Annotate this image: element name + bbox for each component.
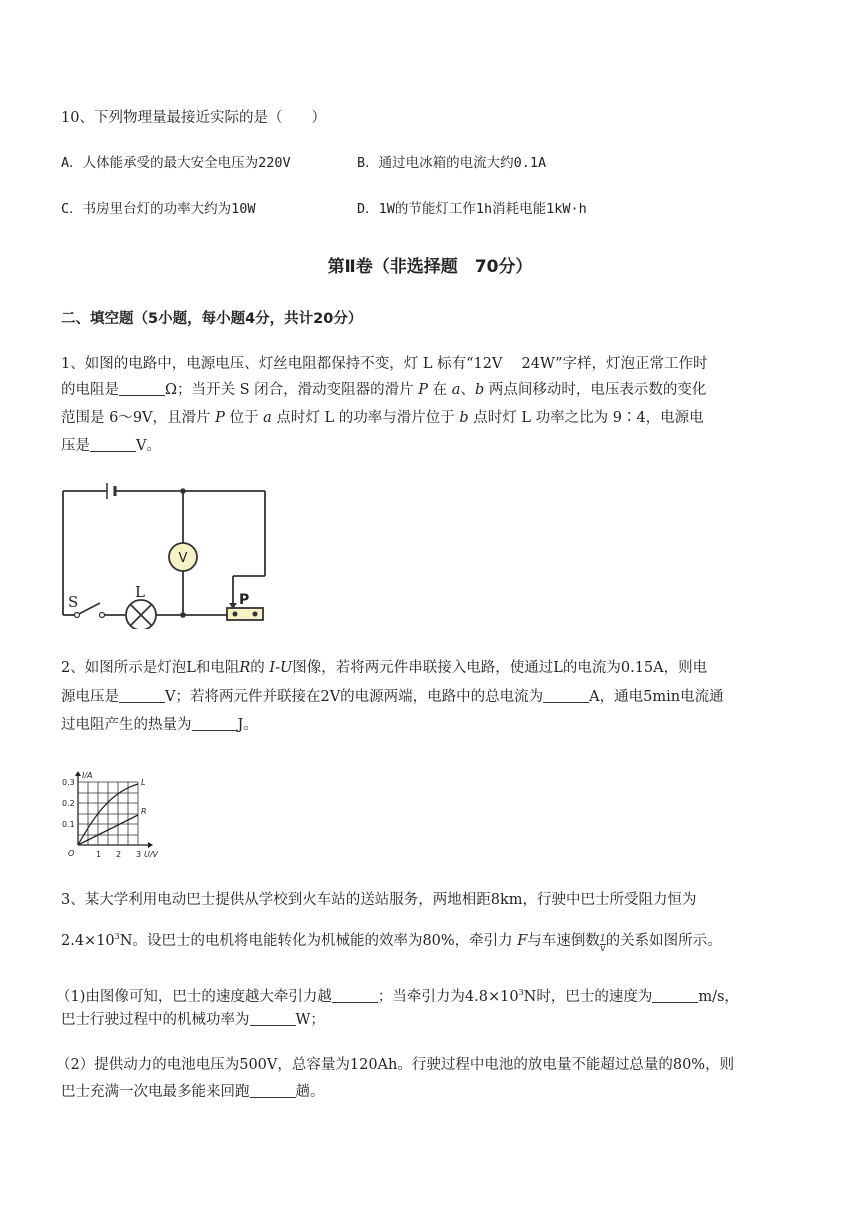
voltmeter-label: V (178, 551, 188, 566)
circuit-diagram (55, 483, 275, 629)
q10-stem: 10、下列物理量最接近实际的是（ ） (61, 110, 326, 126)
q2-line-3: 过电阻产生的热量为 J。 (61, 717, 258, 733)
q3-part2-line-2: 巴士充满一次电最多能来回跑 趟。 (61, 1084, 325, 1100)
graph-curve-l-label: L (141, 778, 146, 787)
q2-line-2: 源电压是 V；若将两元件并联接在2V的电源两端，电路中的总电流为 A，通电5min电流通 (61, 689, 724, 705)
answer-blank-3[interactable] (119, 688, 165, 703)
q3-part1-line-1: （1)由图像可知，巴士的速度越大牵引力越 ；当牵引力为$4.8\times 10^3N$时，巴士的速度为 m/s， (56, 988, 739, 1005)
answer-blank-4[interactable] (543, 688, 589, 703)
answer-blank-5[interactable] (192, 716, 238, 731)
lamp-label: L (135, 583, 145, 601)
graph-ylabel: I/A (82, 771, 93, 780)
q10-option-b: B．通过电冰箱的电流大约0.1A (357, 155, 547, 171)
q1-line-3: 范围是 6～9V，且滑片 P 位于 a 点时灯 L 的功率与滑片位于 b 点时灯 L 功率之比为 9∶4，电源电 (61, 410, 704, 426)
graph-curve-r-label: R (141, 807, 147, 816)
answer-blank-9[interactable] (250, 1083, 296, 1098)
graph-origin: O (68, 849, 75, 858)
graph-xtick-1: 1 (96, 850, 102, 859)
slider-label: P (239, 592, 250, 608)
q1-line-2: 的电阻是 Ω；当开关 S 闭合，滑动变阻器的滑片 P 在 a、b 两点间移动时，电压表示数的变化 (61, 382, 707, 398)
q3-line-1: 3、某大学利用电动巴士提供从学校到火车站的送站服务，两地相距8km，行驶中巴士所受阻力恒为 (61, 892, 697, 908)
section-title: 第Ⅱ卷（非选择题 70分） (327, 257, 533, 277)
iu-graph (58, 770, 178, 862)
answer-blank-2[interactable] (90, 437, 136, 452)
q2-line-1: 2、如图所示是灯泡L和电阻R的 I-U图像，若将两元件串联接入电路，使通过L的电流为0.15A，则电 (61, 660, 708, 676)
answer-blank-8[interactable] (250, 1011, 296, 1026)
q3-part1-line-2: 巴士行驶过程中的机械功率为 W； (61, 1012, 325, 1028)
q10-option-d: D．1W的节能灯工作1h消耗电能1kW·h (357, 201, 587, 217)
graph-ytick-0.3: 0.3 (62, 778, 75, 787)
graph-ytick-0.2: 0.2 (62, 799, 75, 808)
answer-blank-6[interactable] (332, 988, 378, 1003)
graph-xtick-3: 3 (136, 850, 142, 859)
inverse-speed-fraction: $\frac{1}{v}$ (599, 933, 606, 954)
q10-option-a: A．人体能承受的最大安全电压为220V (61, 155, 291, 171)
answer-blank-7[interactable] (652, 988, 698, 1003)
graph-xtick-2: 2 (116, 850, 122, 859)
q10-option-c: C．书房里台灯的功率大约为10W (61, 201, 256, 217)
q3-line-2: $2.4\times 10^3N$。设巴士的电机将电能转化为机械能的效率为80%，牵引力 F与车速倒数 $\frac{1}{v}$ 的关系如图所示。 (61, 932, 722, 954)
q3-part2-line-1: （2）提供动力的电池电压为500V，总容量为120Ah。行驶过程中电池的放电量不能超过总量的80%，则 (56, 1057, 735, 1073)
graph-xlabel: U/V (144, 850, 159, 859)
answer-blank-1[interactable] (119, 381, 165, 396)
switch-label: S (68, 593, 79, 611)
part2-title: 二、填空题（5小题，每小题4分，共计20分） (61, 311, 363, 327)
q1-line-4: 压是 V。 (61, 438, 161, 454)
graph-ytick-0.1: 0.1 (62, 820, 75, 829)
q1-line-1: 1、如图的电路中，电源电压、灯丝电阻都保持不变，灯 L 标有“12V 24W”字样，灯泡正常工作时 (61, 356, 708, 372)
